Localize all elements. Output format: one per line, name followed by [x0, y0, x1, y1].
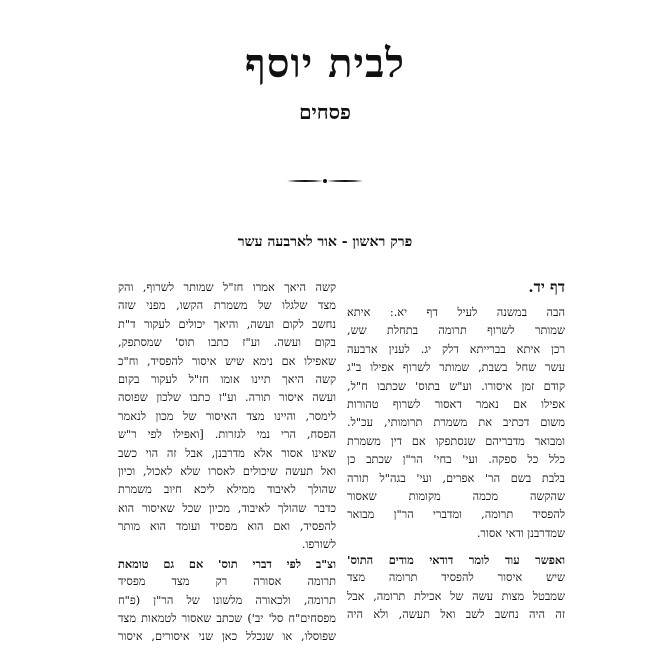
text-line: שאפילו אם נימא שיש איסור להפסיד, וח"כ	[118, 354, 336, 368]
text-line: עשר שחל בשבת, שמותר לשרוף אפילו ב"ג	[347, 361, 565, 375]
text-line: לשורפו.	[301, 538, 336, 552]
text-line: זה היה נחשב לשב ואל תעשה, ולא היה	[347, 608, 565, 622]
divider-ornament-icon	[285, 176, 365, 186]
text-line: שפוסלו, או שנכלל כאן שני איסורים, איסור	[118, 630, 336, 644]
text-line: ומבואר מדבריהם שנסתפקו אם דין משמרת	[347, 434, 565, 448]
text-line: קודם זמן איסורו. וע"ש בתוס' שכתבו ח"ל,	[347, 379, 565, 393]
text-line: שמדרבנן ודאי אסור.	[476, 526, 565, 540]
text-line: מפסחים"ח סל' יב') שכתב שאסור לטמאות מצד	[118, 612, 336, 626]
text-line: הבה במשנה לעיל דף יא.: איתא	[347, 306, 565, 319]
book-subtitle: פסחים	[299, 100, 351, 124]
text-line: הפסח, הרי נמי לגזרות. [ואפילו לפי ר"ש	[118, 428, 336, 442]
text-line: מצד שלגלו של משמרת הקשו, מפני שזה	[118, 299, 336, 313]
text-line: רכן איתא בברייתא דלק יג. לענין ארבעה	[347, 342, 565, 356]
text-line: להפסיד, ואם הוא מפסיד ועומד הוא מותר	[118, 520, 336, 534]
text-line: קשה היאך תיינו אומו חז"ל לעקור בקום	[118, 372, 336, 386]
text-line: שהולך לאיבוד ממילא ליכא חיוב משמרת	[118, 483, 336, 497]
text-line: וצ"ב לפי דברי תוס' אם גם טומאת	[118, 556, 336, 571]
text-line: שיש איסור להפסיד תרומה מצד	[347, 571, 565, 585]
text-line: שהקשה מכמה מקומות שאסור	[347, 489, 565, 503]
text-line: להפסיד תרומה, ומדברי הר"ן מבואר	[347, 508, 565, 522]
text-line: לימסר, והיינו מצד האיסור של מכון לנאמר	[118, 409, 336, 423]
text-line: שמבטל מצות עשה של אכילת תרומה, אבל	[347, 589, 565, 603]
text-line: בקום ועשה. וע"ז כתבו תוס' שמסתפק,	[118, 336, 336, 350]
book-title: לבית יוסף	[245, 40, 405, 87]
text-line: משום דכתיב את משמרת תרומותי, עכ"ל.	[347, 416, 565, 430]
daf-heading: דף יד.	[528, 278, 565, 296]
text-line: ואל תעשה שיכולים לאסרו שלא לאכול, וכיון	[118, 464, 336, 478]
text-line: ועשה איסור תורה. וע"ז כתבו שלכון שפוסה	[118, 391, 336, 405]
text-line: נחשב לקום ועשה, והיאך יכולים לעקור ד"ת	[118, 317, 336, 331]
chapter-heading: פרק ראשון - אור לארבעה עשר	[237, 234, 413, 250]
text-line: בלבת בשם הר' אפרים, ועי' בגה"ל תורה	[347, 471, 565, 485]
text-line: כדבר שהולך לאיבוד, מכיון שכל שאיסור הוא	[118, 501, 336, 515]
text-line: קשה היאך אמרו חז"ל שמותר לשרוף, והק	[118, 281, 336, 294]
text-line: תרומה, ולכאורה מלשונו של הר"ן (פ"ח	[118, 593, 336, 607]
text-line: שאינו אסור אלא מדרבנן, אבל זה הוי כשב	[118, 446, 336, 460]
text-line: ואפשר עוד לומר דודאי מודים התוס'	[347, 553, 565, 568]
text-line: כלל כל ספקה. ועי' בחי' הר"ן שכתב כן	[347, 453, 565, 467]
left-column	[118, 279, 336, 647]
right-column	[347, 304, 565, 625]
text-line: תרומה אסורה רק מצד מפסיד	[118, 575, 336, 589]
text-line: שמותר לשרוף תרומה בתחלת שש,	[347, 324, 565, 338]
text-line: אפילו אם נאמר דאסור לשרוף טהורות	[347, 397, 565, 411]
